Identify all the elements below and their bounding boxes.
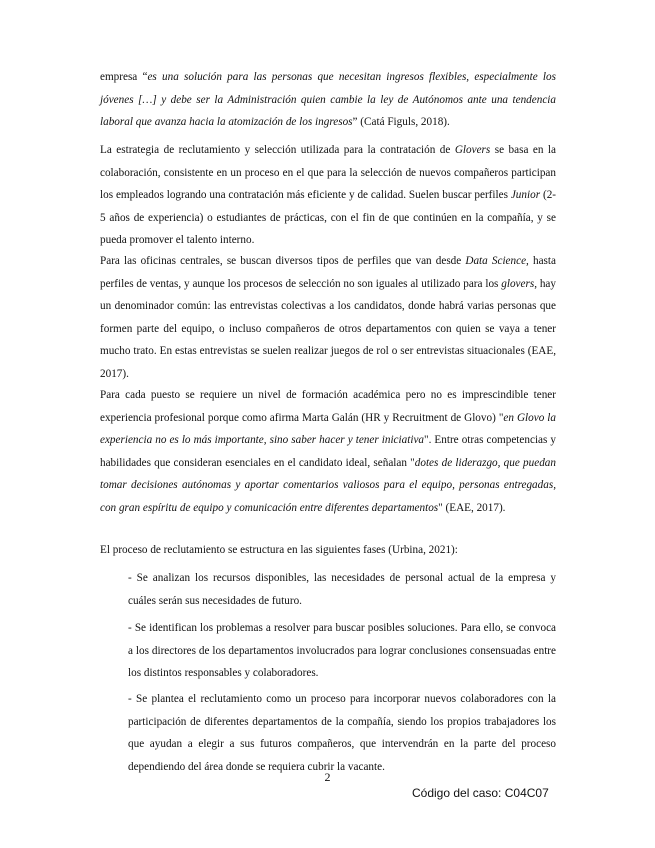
paragraph-quote — [100, 66, 556, 134]
quote-text: es una solución para las personas que necesitan ingresos flexibles, especialmente los jóvenes […] y debe ser la Administración quien cambie la ley de Autónomos ante una tendencia laboral que avanza hacia la atomización de los ingresos — [100, 71, 556, 129]
term-junior: Junior — [510, 189, 541, 202]
quote-text: en Glovo la experiencia no es lo más importante, sino saber hacer y tener iniciativa — [100, 411, 556, 447]
text: (2-5 años de experiencia) o estudiantes de prácticas, con el fin de que continúen en la compañía, y se pueda promover el talento interno. — [100, 189, 557, 247]
text: hasta perfiles de ventas, y aunque los procesos de selección no son iguales al utilizado para los — [100, 255, 556, 290]
text: Para cada puesto se requiere un nivel de formación académica pero no es imprescindible tener experiencia profesional porque como afirma Marta Galán (HR y Recruitment de Glovo) " — [100, 389, 556, 424]
text: Para las oficinas centrales, se buscan diversos tipos de perfiles que van desde — [100, 255, 466, 267]
text: se basa en la colaboración, consistente en un proceso en el que para la selección de nuevos compañeros participan los empleados logrando una contratación más eficiente y de calidad. Suelen buscar perfiles — [100, 144, 556, 202]
paragraph-central-offices — [100, 250, 556, 386]
text: , hay un denominador común: las entrevistas colectivas a los candidatos, donde habrá varias personas que formen parte del equipo, o incluso compañeros de otros departamentos con quien se vaya a tener mucho trato. En estas entrevistas se suelen realizar juegos de rol o ser entrevistas situacionales (EAE, 2017). — [100, 277, 556, 380]
term-glovers: glovers — [501, 277, 535, 290]
paragraph-requirements — [100, 384, 556, 520]
text: ". Entre otras competencias y habilidades que consideran esenciales en el candidato ideal, señalan " — [100, 434, 557, 469]
case-code: Código del caso: C04C07 — [412, 786, 549, 800]
list-item: - Se analizan los recursos disponibles, las necesidades de personal actual de la empresa y cuáles serán sus necesidades de futuro. — [128, 572, 556, 607]
term-data-science: Data Science, — [465, 255, 529, 267]
paragraph-recruitment-strategy — [100, 139, 556, 252]
text: La estrategia de reclutamiento y selección utilizada para la contratación de — [100, 144, 455, 156]
quote-text: dotes de liderazgo, que puedan tomar decisiones autónomas y aportar comentarios valiosos para el equipo, personas entregadas, con gran espíritu de equipo y comunicación entre diferentes departamentos — [100, 456, 556, 514]
citation: ” (Catá Figuls, 2018). — [352, 116, 450, 129]
term-glovers: Glovers — [454, 144, 491, 156]
list-item: - Se identifican los problemas a resolver para buscar posibles soluciones. Para ello, se convoca a los directores de los departamentos involucrados para lograr conclusiones consensuadas entre los distintos responsables y colaboradores. — [128, 622, 556, 680]
citation: " (EAE, 2017). — [438, 501, 506, 514]
list-item: - Se plantea el reclutamiento como un proceso para incorporar nuevos colaboradores con la participación de diferentes departamentos de la compañía, siendo los propios trabajadores los que ayudan a elegir a sus futuros compañeros, que intervendrán en la parte del proceso dependiendo del área donde se requiera cubrir la vacante. — [128, 693, 556, 773]
paragraph-phases-intro: El proceso de reclutamiento se estructura en las siguientes fases (Urbina, 2021): — [100, 544, 458, 556]
text: empresa “ — [100, 71, 148, 83]
page-number: 2 — [324, 770, 331, 784]
